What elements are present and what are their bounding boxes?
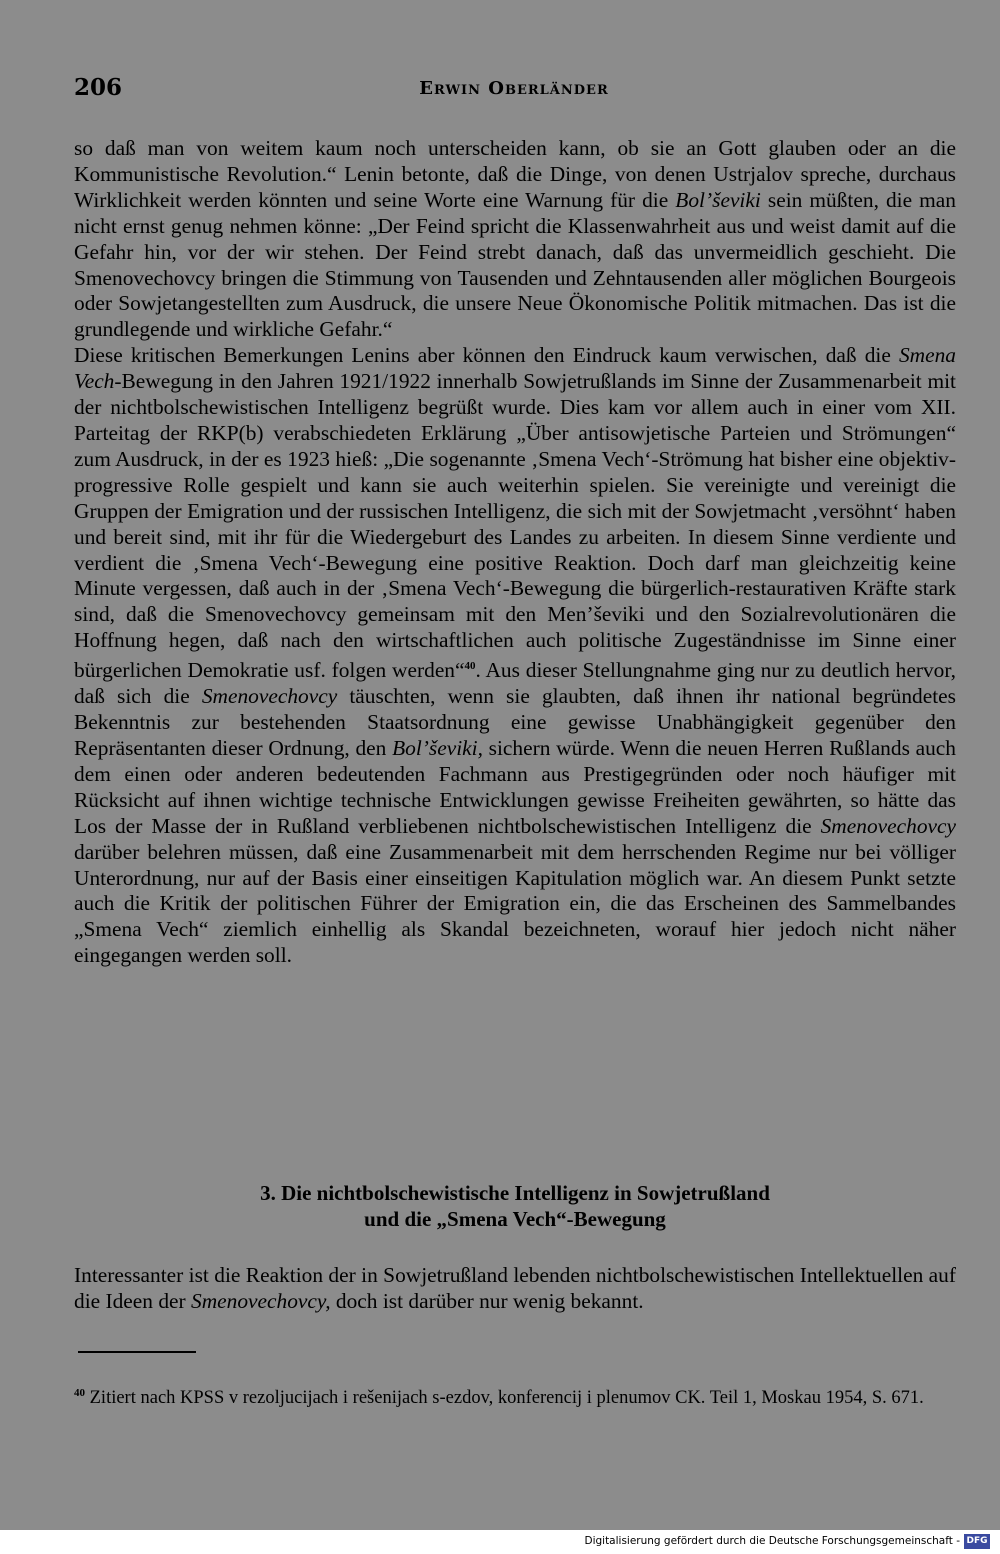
text-run: Diese kritischen Bemerkungen Lenins aber können den Eindruck kaum verwischen, daß die <box>74 343 899 368</box>
footnote-text: Zitiert nach KPSS v rezoljucijach i rešenijach s-ezdov, konferencij i plenumov CK. Teil 1, Moskau 1954, S. 671. <box>85 1388 924 1409</box>
italic-term: Smenovechovcy, <box>191 1289 331 1313</box>
footnote <box>74 1381 956 1410</box>
paragraph <box>74 343 956 969</box>
italic-term: Bol’ševiki, <box>392 735 483 760</box>
text-run: -Bewegung in den Jahren 1921/1922 innerhalb Sowjetrußlands im Sinne der Zusammenarbeit mit der nichtbolschewistischen Intelligenz begrüßt wurde. Dies kam vor allem auch in einer vom XII. Parteitag der RKP(b) verabschiedeten Erklärung „Über antisowjetische Parteien und Strömungen“ zum Ausdruck, in der es 1923 hieß: „Die sogenannte ‚Smena Vech‘-Strömung hat bisher eine objektiv-progressive Rolle gespielt und kann sie auch weiterhin spielen. Sie vereinigte und vereinigt die Gruppen der Emigration und der russischen Intelligenz, die sich mit der Sowjetmacht ‚versöhnt‘ haben und bereit sind, mit ihr für die Wiedergeburt des Landes zu arbeiten. In diesem Sinne verdiente und verdient die ‚Smena Vech‘-Bewegung eine positive Reaktion. Doch darf man gleichzeitig keine Minute vergessen, daß auch in der ‚Smena Vech‘-Bewegung die bürgerlich-restaurativen Kräfte stark sind, daß die Smenovechovcy gemeinsam mit den Men’ševiki und den Sozialrevolutionären die Hoffnung hegen, daß nach den wirtschaftlichen auch politische Zugeständnisse im Sinne einer bürgerlichen Demokratie usf. folgen werden“ <box>74 369 956 683</box>
italic-term: Bol’ševiki <box>675 187 761 212</box>
footnote-divider <box>78 1351 196 1353</box>
italic-term: Smena Vech <box>74 343 956 394</box>
italic-term: Smenovechovcy <box>201 684 338 709</box>
section-heading-line: 3. Die nichtbolschewistische Intelligenz in Sowjetrußland <box>260 1181 770 1205</box>
text-run: doch ist darüber nur wenig bekannt. <box>330 1289 644 1313</box>
running-head: Erwin Oberländer <box>419 78 609 99</box>
italic-term: Smenovechovcy <box>820 813 956 838</box>
page-number: 206 <box>74 74 123 101</box>
section-paragraph <box>74 1262 956 1314</box>
text-run: Interessanter ist die Reaktion der in Sowjetrußland lebenden nichtbolschewistischen Intellektuellen auf die Ideen der <box>74 1263 956 1313</box>
text-run: . Aus dieser Stellungnahme ging nur zu deutlich hervor, daß sich die <box>74 658 956 709</box>
section-heading-line: und die „Smena Vech“-Bewegung <box>364 1207 666 1231</box>
text-run: so daß man von weitem kaum noch unterscheiden kann, ob sie an Gott glauben oder an die Kommunistische Revolution.“ Lenin betonte, daß die Dinge, von denen Ustrjalov spreche, durchaus Wirklichkeit werden könnten und seine Worte eine Warnung für die <box>74 136 956 212</box>
digitization-footer <box>0 1530 1000 1554</box>
dfg-logo-icon: DFG <box>964 1534 990 1549</box>
paragraph <box>74 136 956 343</box>
text-run: darüber belehren müssen, daß eine Zusammenarbeit mit dem herrschenden Regime nur bei völliger Unterordnung, nur auf der Basis einer einseitigen Kapitulation möglich war. An diesem Punkt setzte auch die Kritik der politischen Führer der Emigration ein, die das Erscheinen des Sammelbandes „Smena Vech“ ziemlich einhellig als Skandal bezeichneten, worauf hier jedoch nicht näher eingegangen werden soll. <box>74 839 956 968</box>
page-header <box>74 74 954 114</box>
text-run: täuschten, wenn sie glaubten, daß ihnen ihr national begründetes Bekenntnis zur bestehenden Staatsordnung eine gewisse Unabhängigkeit gegenüber den Repräsentanten dieser Ordnung, den <box>74 684 956 760</box>
footnote-reference[interactable]: 40 <box>464 660 476 673</box>
footnote-mark: 40 <box>74 1387 85 1399</box>
text-run: sein müßten, die man nicht ernst genug nehmen könne: „Der Feind spricht die Klassenwahrheit aus und weist damit auf die Gefahr hin, vor der wir stehen. Der Feind strebt danach, daß das unvermeidlich geschieht. Die Smenovechovcy bringen die Stimmung von Tausenden und Zehntausenden aller möglichen Bourgeois oder Sowjetangestellten zum Ausdruck, die unsere Neue Ökonomische Politik mitmachen. Das ist die grundlegende und wirkliche Gefahr.“ <box>74 187 956 342</box>
funding-credit: Digitalisierung gefördert durch die Deutsche Forschungsgemeinschaft - <box>584 1535 960 1547</box>
body-text <box>74 136 956 969</box>
section-heading <box>74 1180 956 1232</box>
text-run: sichern würde. Wenn die neuen Herren Rußlands auch dem einen oder anderen bedeutenden Fachmann aus Prestigegründen oder noch häufiger mit Rücksicht auf ihnen wichtige technische Entwicklungen gewisse Freiheiten gewährten, so hätte das Los der Masse der in Rußland verbliebenen nichtbolschewistischen Intelligenz die <box>74 735 956 838</box>
